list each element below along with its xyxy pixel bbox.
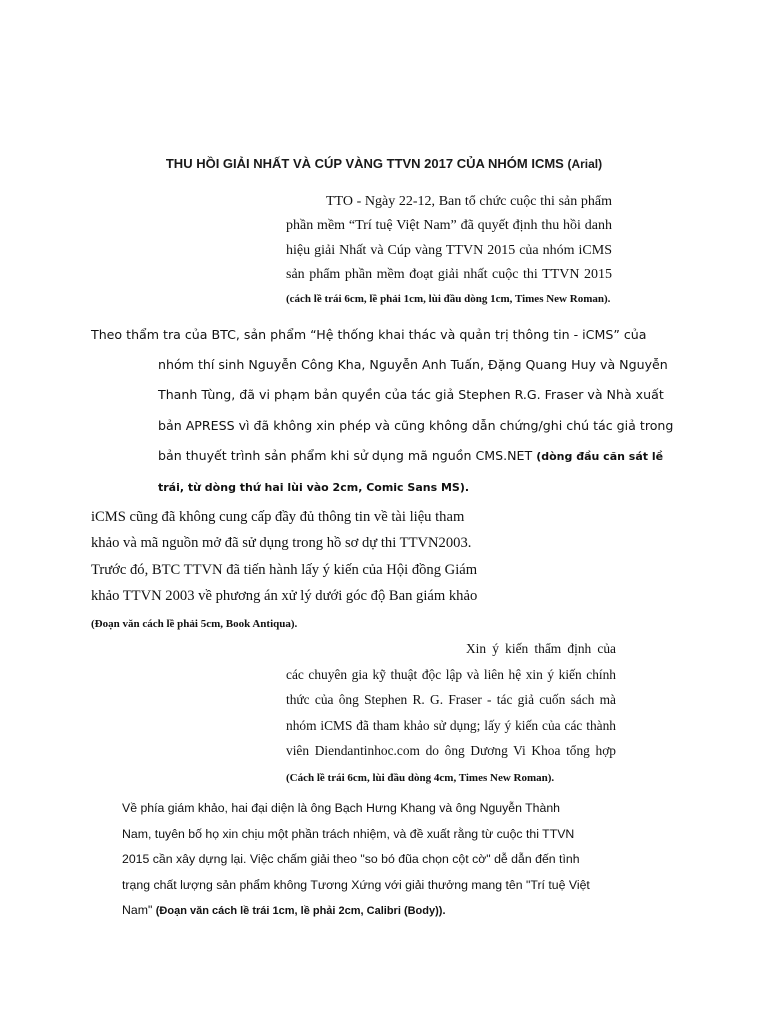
paragraph-text: Xin ý kiến thẩm định của các chuyên gia kỹ thuật độc lập và liên hệ xin ý kiến chính thức của ông Stephen R. G. Fraser - tác giả cuốn sách mà nhóm iCMS đã tham khảo sử dụng; lấy ý kiến của các thành viên Diendantinhoc.com do ông Dương Vi Khoa tổng hợp [286,641,616,759]
title-font-note: (Arial) [567,157,603,171]
paragraph-text: iCMS cũng đã không cung cấp đầy đủ thông tin về tài liệu tham khảo và mã nguồn mở đã sử dụng trong hồ sơ dự thi TTVN2003. Trước đó, BTC TTVN đã tiến hành lấy ý kiến của Hội đồng Giám khảo TTVN 2003 về phương án xử lý dưới góc độ Ban giám khảo [91,509,478,605]
document-title [80,156,688,171]
paragraph-book-antiqua-right-5cm [91,504,486,637]
paragraph-comic-hanging-indent [91,320,678,503]
paragraph-times-first-line-4cm [286,636,616,792]
paragraph-text: Về phía giám khảo, hai đại diện là ông Bạch Hưng Khang và ông Nguyễn Thành Nam, tuyên bố họ xin chịu một phần trách nhiệm, và đề xuất rằng từ cuộc thi TTVN 2015 cần xây dựng lại. Việc chấm giải theo "so bó đũa chọn cột cờ" dễ dẫn đến tình trạng chất lượng sản phẩm không Tương Xứng với giải thưởng mang tên "Trí tuệ Việt Nam" [122,801,590,918]
formatting-note: (dòng đầu căn sát lề trái, từ dòng thứ hai lùi vào 2cm, Comic Sans MS). [158,449,664,495]
formatting-note: (Cách lề trái 6cm, lùi đầu dòng 4cm, Times New Roman). [286,771,555,784]
formatting-note: (Đoạn văn cách lề phải 5cm, Book Antiqua). [91,617,298,630]
formatting-note: (Đoạn văn cách lề trái 1cm, lề phải 2cm, Calibri (Body)). [155,905,446,918]
formatting-note: (cách lề trái 6cm, lề phải 1cm, lùi đầu dòng 1cm, Times New Roman). [286,293,611,306]
paragraph-calibri-left-1cm [122,796,592,925]
paragraph-text: Theo thẩm tra của BTC, sản phẩm “Hệ thống khai thác và quản trị thông tin - iCMS” của nhóm thí sinh Nguyễn Công Kha, Nguyễn Anh Tuấn, Đặng Quang Huy và Nguyễn Thanh Tùng, đã vi phạm bản quyền của tác giả Stephen R.G. Fraser và Nhà xuất bản APRESS vì đã không xin phép và cũng không dẫn chứng/ghi chú tác giả trong bản thuyết trình sản phẩm khi sử dụng mã nguồn CMS.NET [91,327,674,463]
paragraph-text: TTO - Ngày 22-12, Ban tổ chức cuộc thi sản phẩm phần mềm “Trí tuệ Việt Nam” đã quyết định thu hồi danh hiệu giải Nhất và Cúp vàng TTVN 2015 của nhóm iCMS sản phẩm phần mềm đoạt giải nhất cuộc thi TTVN 2015 [286,194,612,282]
paragraph-times-indent-6cm [286,190,612,311]
title-text: THU HỒI GIẢI NHẤT VÀ CÚP VÀNG TTVN 2017 CỦA NHÓM ICMS [165,156,564,171]
